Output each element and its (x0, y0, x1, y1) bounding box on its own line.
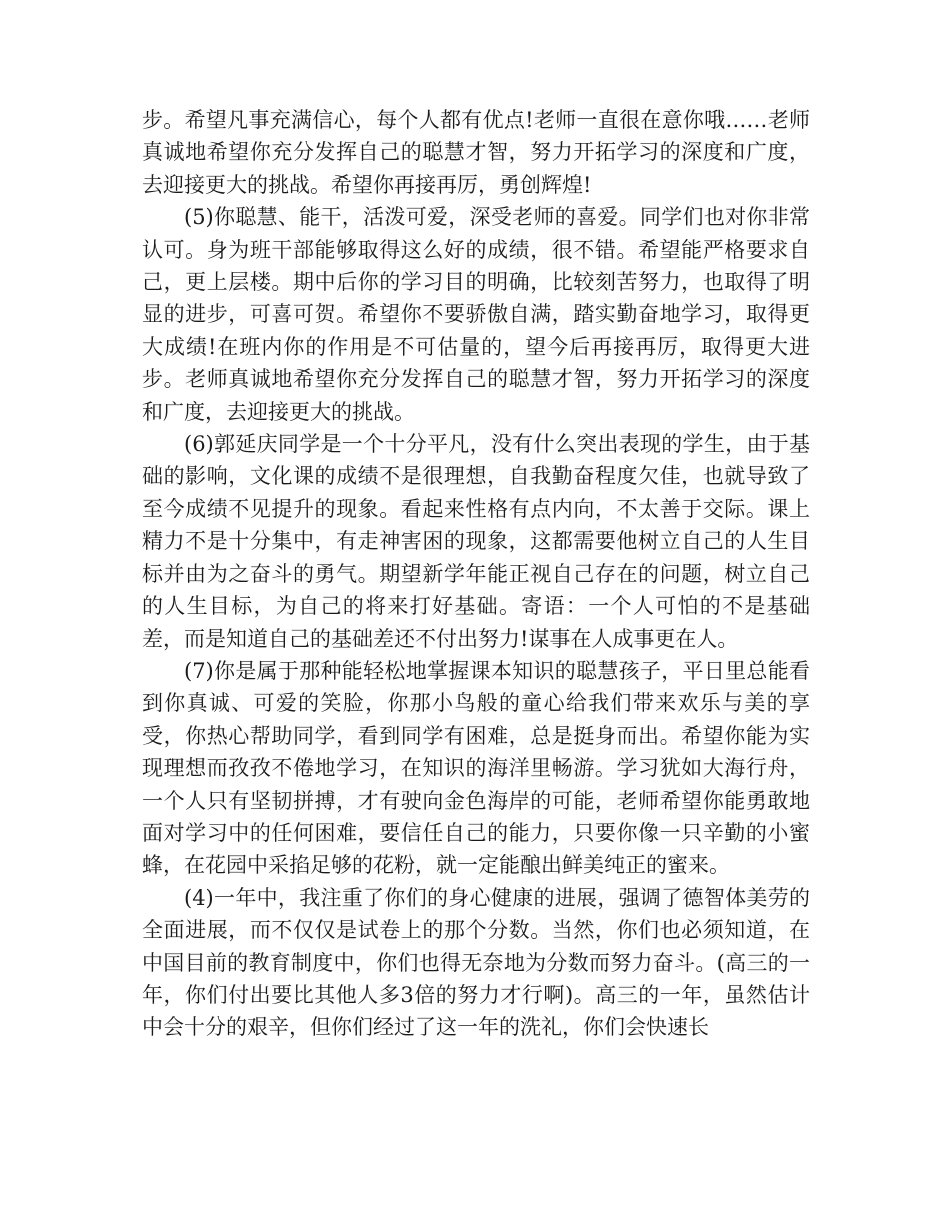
paragraph-continuation: 步。希望凡事充满信心，每个人都有优点!老师一直很在意你哦……老师真诚地希望你充分发挥自己的聪慧才智，努力开拓学习的深度和广度，去迎接更大的挑战。希望你再接再厉，勇创辉煌! (142, 108, 810, 197)
paragraph-6: (6)郭延庆同学是一个十分平凡，没有什么突出表现的学生，由于基础的影响，文化课的成绩不是很理想，自我勤奋程度欠佳，也就导致了至今成绩不见提升的现象。看起来性格有点内向，不太善于交际。课上精力不是十分集中，有走神害困的现象，这都需要他树立自己的人生目标并由为之奋斗的勇气。期望新学年能正视自己存在的问题，树立自己的人生目标，为自己的将来打好基础。寄语：一个人可怕的不是基础差，而是知道自己的基础差还不付出努力!谋事在人成事更在人。 (142, 432, 810, 651)
document-body (142, 104, 810, 1044)
paragraph-5: (5)你聪慧、能干，活泼可爱，深受老师的喜爱。同学们也对你非常认可。身为班干部能够取得这么好的成绩，很不错。希望能严格要求自己，更上层楼。期中后你的学习目的明确，比较刻苦努力，也取得了明显的进步，可喜可贺。希望你不要骄傲自满，踏实勤奋地学习，取得更大成绩!在班内你的作用是不可估量的，望今后再接再厉，取得更大进步。老师真诚地希望你充分发挥自己的聪慧才智，努力开拓学习的深度和广度，去迎接更大的挑战。 (142, 205, 810, 424)
paragraph-7: (7)你是属于那种能轻松地掌握课本知识的聪慧孩子，平日里总能看到你真诚、可爱的笑脸，你那小鸟般的童心给我们带来欢乐与美的享受，你热心帮助同学，看到同学有困难，总是挺身而出。希望你能为实现理想而孜孜不倦地学习，在知识的海洋里畅游。学习犹如大海行舟，一个人只有坚韧拼搏，才有驶向金色海岸的可能，老师希望你能勇敢地面对学习中的任何困难，要信任自己的能力，只要你像一只辛勤的小蜜蜂，在花园中采掐足够的花粉，就一定能酿出鲜美纯正的蜜来。 (142, 658, 810, 878)
paragraph-4: (4)一年中，我注重了你们的身心健康的进展，强调了德智体美劳的全面进展，而不仅仅是试卷上的那个分数。当然，你们也必须知道，在中国目前的教育制度中，你们也得无奈地为分数而努力奋斗。(高三的一年，你们付出要比其他人多3倍的努力才行啊)。高三的一年，虽然估计中会十分的艰辛，但你们经过了这一年的洗礼，你们会快速长 (142, 885, 810, 1040)
